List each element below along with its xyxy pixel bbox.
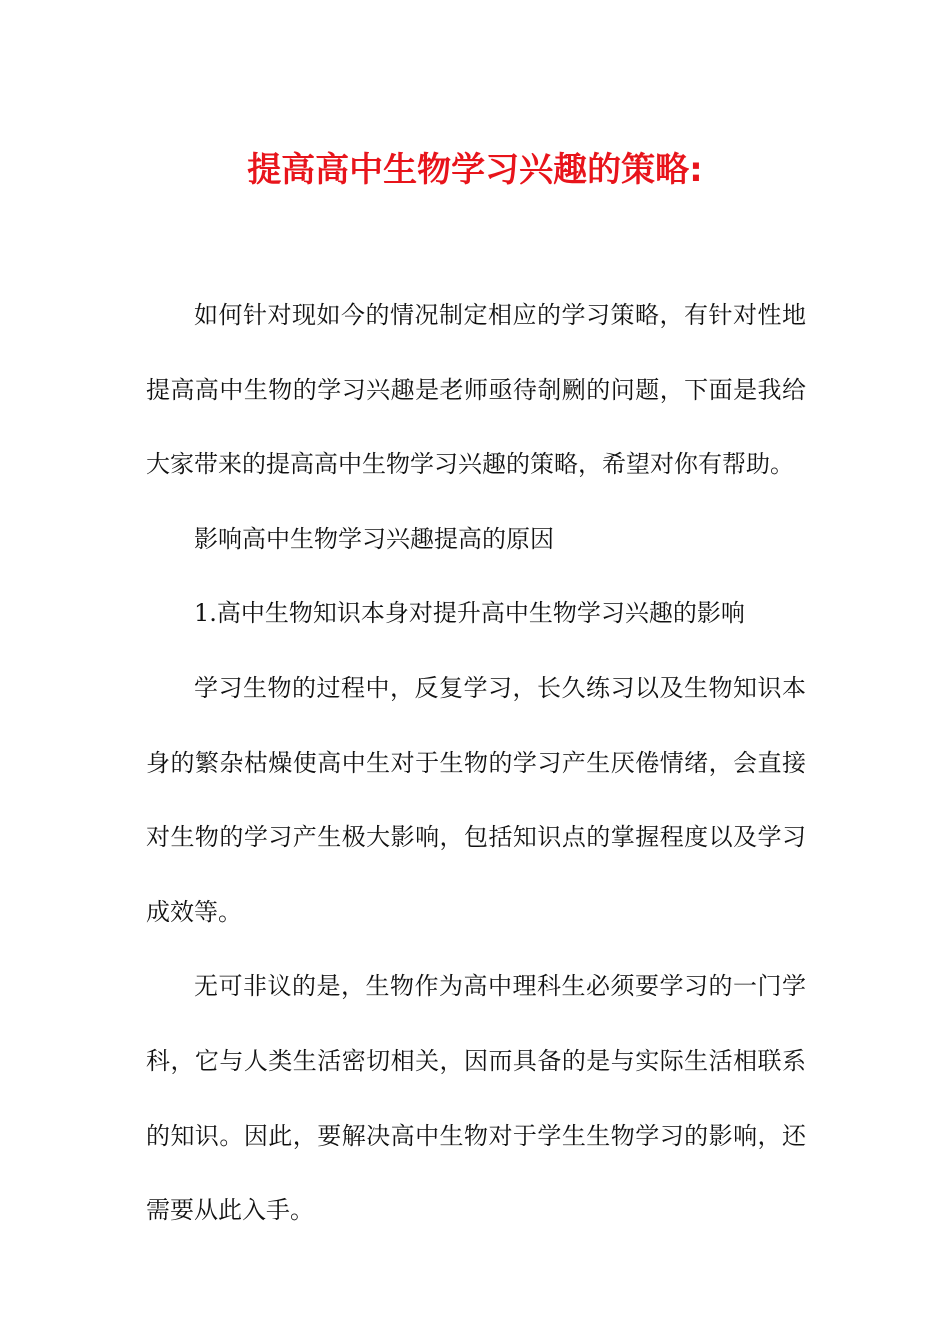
paragraph-learning-process: 学习生物的过程中，反复学习，长久练习以及生物知识本身的繁杂枯燥使高中生对于生物的学习产生厌倦情绪，会直接对生物的学习产生极大影响，包括知识点的掌握程度以及学习成效等。 xyxy=(146,673,806,926)
section-heading-causes: 影响高中生物学习兴趣提高的原因 xyxy=(194,524,554,553)
paragraph-biology-subject: 无可非议的是，生物作为高中理科生必须要学习的一门学科，它与人类生活密切相关，因而具备的是与实际生活相联系的知识。因此，要解决高中生物对于学生生物学习的影响，还需要从此入手。 xyxy=(146,972,806,1225)
document-body xyxy=(146,278,806,1248)
paragraph-intro: 如何针对现如今的情况制定相应的学习策略，有针对性地提高高中生物的学习兴趣是老师亟待剞劂的问题，下面是我给大家带来的提高高中生物学习兴趣的策略，希望对你有帮助。 xyxy=(146,301,806,479)
document-title: 提高高中生物学习兴趣的策略: xyxy=(247,150,703,190)
subsection-heading-1: 1.高中生物知识本身对提升高中生物学习兴趣的影响 xyxy=(194,599,745,628)
